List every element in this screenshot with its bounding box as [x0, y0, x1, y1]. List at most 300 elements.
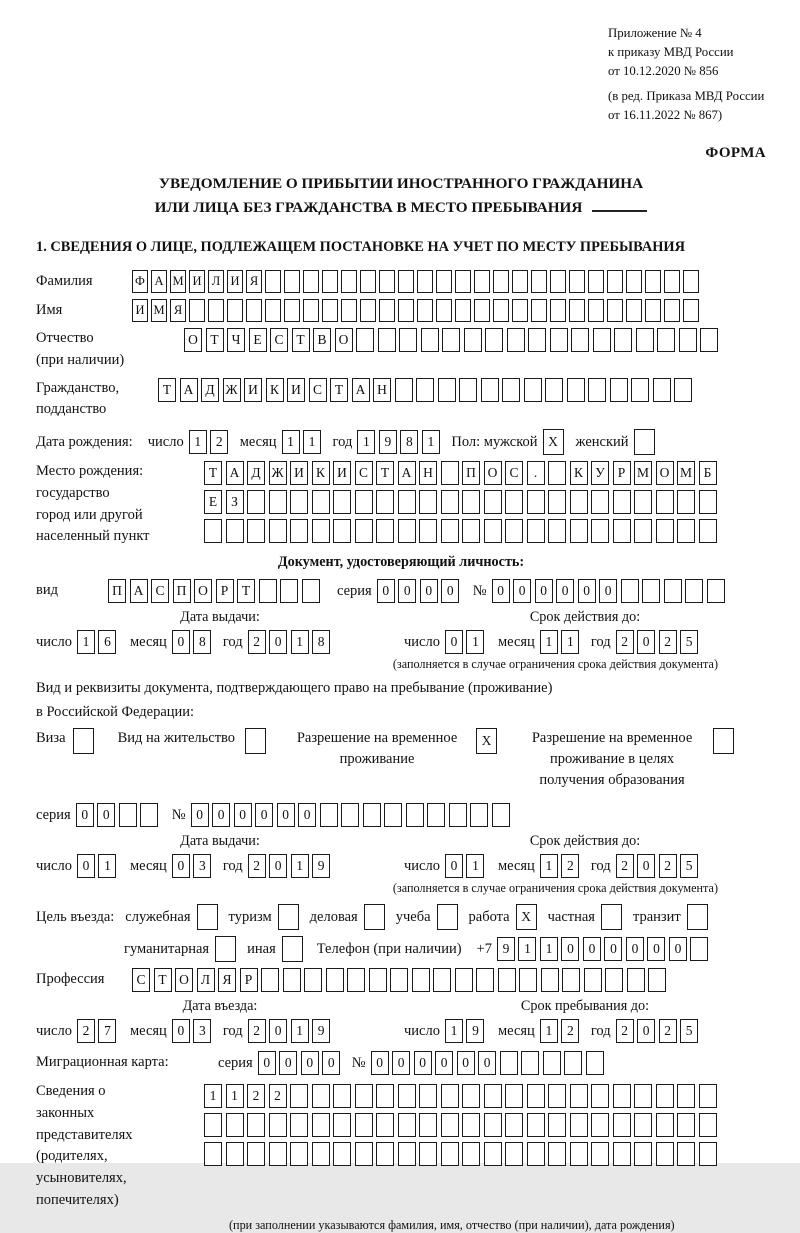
char-cell: [379, 270, 395, 293]
char-cell: [685, 579, 703, 603]
char-cell: [312, 519, 330, 543]
char-cell: [505, 519, 523, 543]
char-cell: А: [226, 461, 244, 485]
char-cell: [265, 299, 281, 322]
char-cell: И: [244, 378, 262, 402]
char-cell: 1: [540, 937, 558, 961]
stay-year-boxes: [616, 1019, 702, 1043]
char-cell: [369, 968, 387, 992]
residence-permit-label: Вид на жительство: [117, 730, 236, 747]
char-cell: 0: [492, 579, 510, 603]
doc-kind-boxes: [108, 579, 323, 603]
char-cell: [492, 803, 510, 827]
char-cell: [441, 1113, 459, 1137]
char-cell: [398, 270, 414, 293]
expiry-date-header: Срок действия до:: [529, 833, 641, 850]
char-cell: О: [335, 328, 353, 352]
char-cell: 0: [637, 854, 655, 878]
char-cell: И: [227, 270, 243, 293]
char-cell: И: [290, 461, 308, 485]
char-cell: 2: [659, 854, 677, 878]
char-cell: [441, 490, 459, 514]
char-cell: 2: [248, 630, 266, 654]
char-cell: [376, 1113, 394, 1137]
profession-label: Профессия: [36, 971, 105, 988]
char-cell: [683, 299, 699, 322]
char-cell: [360, 299, 376, 322]
month-label: месяц: [497, 1022, 535, 1039]
char-cell: С: [270, 328, 288, 352]
char-cell: О: [656, 461, 674, 485]
migration-number-boxes: [371, 1051, 608, 1075]
representatives-label-line: Сведения о: [36, 1083, 106, 1100]
birth-day-boxes: [189, 430, 232, 454]
char-cell: [550, 299, 566, 322]
char-cell: 0: [77, 854, 95, 878]
issue-year-boxes: [248, 630, 334, 654]
residence-number-label: №: [171, 806, 186, 823]
char-cell: Ч: [227, 328, 245, 352]
char-cell: [699, 1084, 717, 1108]
char-cell: [355, 490, 373, 514]
char-cell: [204, 1142, 222, 1166]
char-cell: [312, 1084, 330, 1108]
form-label: ФОРМА: [705, 144, 766, 161]
char-cell: Т: [292, 328, 310, 352]
char-cell: [500, 1051, 518, 1075]
char-cell: [416, 378, 434, 402]
char-cell: [419, 1113, 437, 1137]
char-cell: 3: [193, 1019, 211, 1043]
char-cell: С: [151, 579, 169, 603]
residence-expiry-date: [404, 854, 766, 878]
char-cell: 8: [312, 630, 330, 654]
char-cell: 6: [98, 630, 116, 654]
birth-place-label-line: Место рождения:: [36, 463, 144, 480]
char-cell: 1: [357, 430, 375, 454]
char-cell: [455, 270, 471, 293]
char-cell: [280, 579, 298, 603]
appendix-line: Приложение № 4: [608, 26, 702, 40]
appendix-line: (в ред. Приказа МВД России: [608, 88, 765, 103]
official-checkbox: [197, 904, 218, 930]
char-cell: [541, 968, 559, 992]
char-cell: П: [462, 461, 480, 485]
expiry-year-boxes: [616, 630, 702, 654]
char-cell: 0: [637, 1019, 655, 1043]
char-cell: [421, 328, 439, 352]
residence-permit-checkbox: [245, 728, 266, 754]
char-cell: [290, 490, 308, 514]
char-cell: [304, 968, 322, 992]
birth-place-boxes-row3: [204, 519, 720, 543]
char-cell: [427, 803, 445, 827]
char-cell: [376, 490, 394, 514]
char-cell: [398, 490, 416, 514]
birth-year-boxes: [357, 430, 443, 454]
char-cell: 5: [680, 1019, 698, 1043]
expiry-day-boxes: [445, 630, 488, 654]
form-title: [36, 172, 766, 219]
char-cell: 0: [277, 803, 295, 827]
char-cell: 1: [540, 1019, 558, 1043]
char-cell: 0: [269, 1019, 287, 1043]
char-cell: Е: [249, 328, 267, 352]
char-cell: [395, 378, 413, 402]
char-cell: [303, 270, 319, 293]
char-cell: В: [313, 328, 331, 352]
char-cell: [507, 328, 525, 352]
char-cell: [419, 1084, 437, 1108]
char-cell: [699, 490, 717, 514]
char-cell: 1: [98, 854, 116, 878]
citizenship-label: [36, 378, 158, 422]
residence-series-row: [36, 803, 766, 827]
char-cell: О: [184, 328, 202, 352]
char-cell: У: [591, 461, 609, 485]
char-cell: П: [173, 579, 191, 603]
char-cell: [441, 1142, 459, 1166]
patronymic-row: [36, 328, 766, 372]
birth-place-label-line: государство: [36, 484, 110, 501]
char-cell: [484, 1142, 502, 1166]
other-label: иная: [247, 940, 276, 957]
char-cell: 0: [398, 579, 416, 603]
char-cell: [438, 378, 456, 402]
char-cell: О: [484, 461, 502, 485]
purpose-label: Цель въезда:: [36, 908, 115, 925]
char-cell: 0: [626, 937, 644, 961]
issue-day-boxes: [77, 854, 120, 878]
char-cell: М: [677, 461, 695, 485]
char-cell: [621, 579, 639, 603]
char-cell: [140, 803, 158, 827]
birth-date-label: Дата рождения:: [36, 433, 133, 450]
char-cell: [656, 1084, 674, 1108]
temp-residence-education-checkbox: [713, 728, 734, 754]
char-cell: Я: [246, 270, 262, 293]
char-cell: [360, 270, 376, 293]
char-cell: [570, 1142, 588, 1166]
char-cell: [664, 270, 680, 293]
char-cell: Т: [204, 461, 222, 485]
char-cell: [290, 1084, 308, 1108]
char-cell: 2: [247, 1084, 265, 1108]
char-cell: 1: [303, 430, 321, 454]
char-cell: [656, 519, 674, 543]
char-cell: [247, 519, 265, 543]
form-title-line2: ИЛИ ЛИЦА БЕЗ ГРАЖДАНСТВА В МЕСТО ПРЕБЫВАНИЯ: [36, 196, 766, 220]
char-cell: [569, 270, 585, 293]
char-cell: 1: [540, 630, 558, 654]
char-cell: [363, 803, 381, 827]
char-cell: [419, 1142, 437, 1166]
char-cell: 2: [248, 854, 266, 878]
char-cell: [531, 299, 547, 322]
char-cell: [591, 490, 609, 514]
birth-place-label: [36, 461, 204, 548]
char-cell: И: [132, 299, 148, 322]
char-cell: 0: [669, 937, 687, 961]
char-cell: 1: [189, 430, 207, 454]
char-cell: 0: [435, 1051, 453, 1075]
char-cell: [677, 1084, 695, 1108]
char-cell: 0: [172, 854, 190, 878]
char-cell: К: [266, 378, 284, 402]
char-cell: [406, 803, 424, 827]
char-cell: [441, 1084, 459, 1108]
birth-place-boxes: [204, 461, 766, 548]
issue-day-boxes: [77, 630, 120, 654]
char-cell: [265, 270, 281, 293]
temp-residence-permit-label: Разрешение на временное проживание: [296, 730, 458, 768]
profession-row: [36, 968, 766, 992]
char-cell: О: [194, 579, 212, 603]
char-cell: [607, 299, 623, 322]
char-cell: 2: [77, 1019, 95, 1043]
char-cell: 8: [400, 430, 418, 454]
char-cell: [521, 1051, 539, 1075]
char-cell: [562, 968, 580, 992]
identity-doc-row: [36, 579, 766, 603]
visa-label: Виза: [36, 730, 66, 747]
char-cell: 3: [193, 854, 211, 878]
temp-residence-education-label: Разрешение на временное проживание в целях получения образования: [531, 730, 693, 789]
char-cell: [545, 378, 563, 402]
char-cell: Р: [240, 968, 258, 992]
identity-doc-heading: Документ, удостоверяющий личность:: [277, 554, 525, 571]
purpose-options-row2: [118, 936, 303, 962]
char-cell: [333, 490, 351, 514]
char-cell: [333, 1084, 351, 1108]
char-cell: [634, 519, 652, 543]
char-cell: [567, 378, 585, 402]
other-checkbox: [282, 936, 303, 962]
appendix-line: от 16.11.2022 № 867): [608, 107, 723, 122]
doc-kind-label: вид: [36, 582, 58, 599]
passport-expiry-col: [404, 609, 766, 654]
char-cell: [341, 803, 359, 827]
char-cell: [290, 1142, 308, 1166]
char-cell: 2: [210, 430, 228, 454]
char-cell: 0: [535, 579, 553, 603]
char-cell: [436, 299, 452, 322]
char-cell: [571, 328, 589, 352]
representatives-label-line: (родителях,: [36, 1148, 108, 1165]
char-cell: [455, 299, 471, 322]
char-cell: 0: [371, 1051, 389, 1075]
char-cell: Л: [197, 968, 215, 992]
char-cell: 0: [441, 579, 459, 603]
char-cell: М: [151, 299, 167, 322]
char-cell: Л: [208, 270, 224, 293]
char-cell: [247, 1113, 265, 1137]
char-cell: [543, 1051, 561, 1075]
residence-dates-block: [36, 833, 766, 878]
char-cell: [591, 1113, 609, 1137]
doc-series-label: серия: [337, 582, 372, 599]
char-cell: [376, 1084, 394, 1108]
char-cell: 1: [291, 854, 309, 878]
char-cell: [284, 299, 300, 322]
char-cell: [484, 1113, 502, 1137]
appendix-line: от 10.12.2020 № 856: [608, 64, 719, 79]
char-cell: [677, 1142, 695, 1166]
representatives-boxes-row1: [204, 1084, 720, 1108]
char-cell: 1: [226, 1084, 244, 1108]
char-cell: 0: [212, 803, 230, 827]
char-cell: [462, 519, 480, 543]
stay-until-header: Срок пребывания до:: [520, 998, 650, 1015]
char-cell: 8: [193, 630, 211, 654]
char-cell: Д: [201, 378, 219, 402]
char-cell: [398, 519, 416, 543]
char-cell: [493, 299, 509, 322]
char-cell: Т: [158, 378, 176, 402]
char-cell: 1: [561, 630, 579, 654]
birth-place-label-line: населенный пункт: [36, 528, 150, 545]
char-cell: [527, 490, 545, 514]
char-cell: 0: [513, 579, 531, 603]
char-cell: Б: [699, 461, 717, 485]
char-cell: Ж: [269, 461, 287, 485]
name-label: Имя: [36, 301, 63, 318]
char-cell: 0: [647, 937, 665, 961]
surname-label: Фамилия: [36, 272, 93, 289]
char-cell: [690, 937, 708, 961]
char-cell: Н: [373, 378, 391, 402]
char-cell: [442, 328, 460, 352]
char-cell: [519, 968, 537, 992]
char-cell: [398, 299, 414, 322]
char-cell: [226, 519, 244, 543]
char-cell: Я: [218, 968, 236, 992]
day-label: число: [36, 1022, 72, 1039]
char-cell: [204, 1113, 222, 1137]
char-cell: [642, 579, 660, 603]
char-cell: [607, 270, 623, 293]
char-cell: [707, 579, 725, 603]
char-cell: 2: [269, 1084, 287, 1108]
char-cell: [584, 968, 602, 992]
char-cell: 0: [392, 1051, 410, 1075]
day-label: число: [404, 633, 440, 650]
citizenship-row: [36, 378, 766, 422]
char-cell: 1: [518, 937, 536, 961]
char-cell: [591, 519, 609, 543]
expiry-footnote: (заполняется в случае ограничения срока действия документа): [392, 657, 718, 672]
char-cell: 0: [478, 1051, 496, 1075]
char-cell: 0: [234, 803, 252, 827]
sex-female-label: женский: [575, 433, 629, 450]
char-cell: [656, 490, 674, 514]
birth-place-boxes-row2: [204, 490, 720, 514]
char-cell: Ф: [132, 270, 148, 293]
char-cell: [527, 1142, 545, 1166]
char-cell: [259, 579, 277, 603]
char-cell: [436, 270, 452, 293]
char-cell: [484, 490, 502, 514]
blank-underline: [592, 196, 647, 212]
year-label: год: [222, 633, 243, 650]
char-cell: И: [333, 461, 351, 485]
char-cell: [550, 328, 568, 352]
issue-year-boxes: [248, 854, 334, 878]
char-cell: [683, 270, 699, 293]
representatives-footnote: (при заполнении указываются фамилия, имя, отчество (при наличии), дата рождения): [229, 1217, 675, 1232]
char-cell: 9: [312, 1019, 330, 1043]
char-cell: 1: [540, 854, 558, 878]
citizenship-label-line1: Гражданство,: [36, 379, 120, 396]
char-cell: [634, 1084, 652, 1108]
char-cell: [626, 270, 642, 293]
char-cell: [493, 270, 509, 293]
stay-until-col: [404, 998, 766, 1043]
char-cell: [355, 1142, 373, 1166]
passport-issue-date: [36, 630, 404, 654]
char-cell: [569, 299, 585, 322]
char-cell: [355, 1084, 373, 1108]
tourism-label: туризм: [228, 908, 272, 925]
residence-issue-col: [36, 833, 404, 878]
char-cell: [498, 968, 516, 992]
char-cell: А: [180, 378, 198, 402]
char-cell: [548, 461, 566, 485]
char-cell: К: [570, 461, 588, 485]
char-cell: 0: [556, 579, 574, 603]
char-cell: [699, 1142, 717, 1166]
char-cell: 9: [379, 430, 397, 454]
char-cell: [419, 519, 437, 543]
char-cell: [269, 1142, 287, 1166]
char-cell: [634, 1142, 652, 1166]
char-cell: [588, 378, 606, 402]
stay-until-date: [404, 1019, 766, 1043]
char-cell: Т: [206, 328, 224, 352]
char-cell: [593, 328, 611, 352]
char-cell: [485, 328, 503, 352]
citizenship-boxes: [158, 378, 696, 402]
expiry-footnote: (заполняется в случае ограничения срока действия документа): [392, 881, 718, 896]
residence-doc-line2: в Российской Федерации:: [36, 704, 195, 721]
patronymic-label-line2: (при наличии): [36, 351, 125, 368]
char-cell: [455, 968, 473, 992]
char-cell: [417, 299, 433, 322]
char-cell: [626, 299, 642, 322]
char-cell: [341, 299, 357, 322]
char-cell: [481, 378, 499, 402]
char-cell: [657, 328, 675, 352]
purpose-row1: [36, 904, 766, 930]
char-cell: А: [352, 378, 370, 402]
humanitarian-label: гуманитарная: [124, 940, 210, 957]
char-cell: А: [398, 461, 416, 485]
char-cell: [548, 1142, 566, 1166]
passport-issue-col: [36, 609, 404, 654]
name-boxes: [132, 299, 702, 322]
char-cell: [355, 1113, 373, 1137]
char-cell: [548, 1084, 566, 1108]
doc-number-label: №: [472, 582, 487, 599]
char-cell: 2: [616, 630, 634, 654]
char-cell: М: [170, 270, 186, 293]
doc-number-boxes: [492, 579, 729, 603]
char-cell: [247, 1142, 265, 1166]
char-cell: А: [151, 270, 167, 293]
phone-prefix: +7: [476, 940, 492, 957]
private-checkbox: [601, 904, 622, 930]
humanitarian-checkbox: [215, 936, 236, 962]
